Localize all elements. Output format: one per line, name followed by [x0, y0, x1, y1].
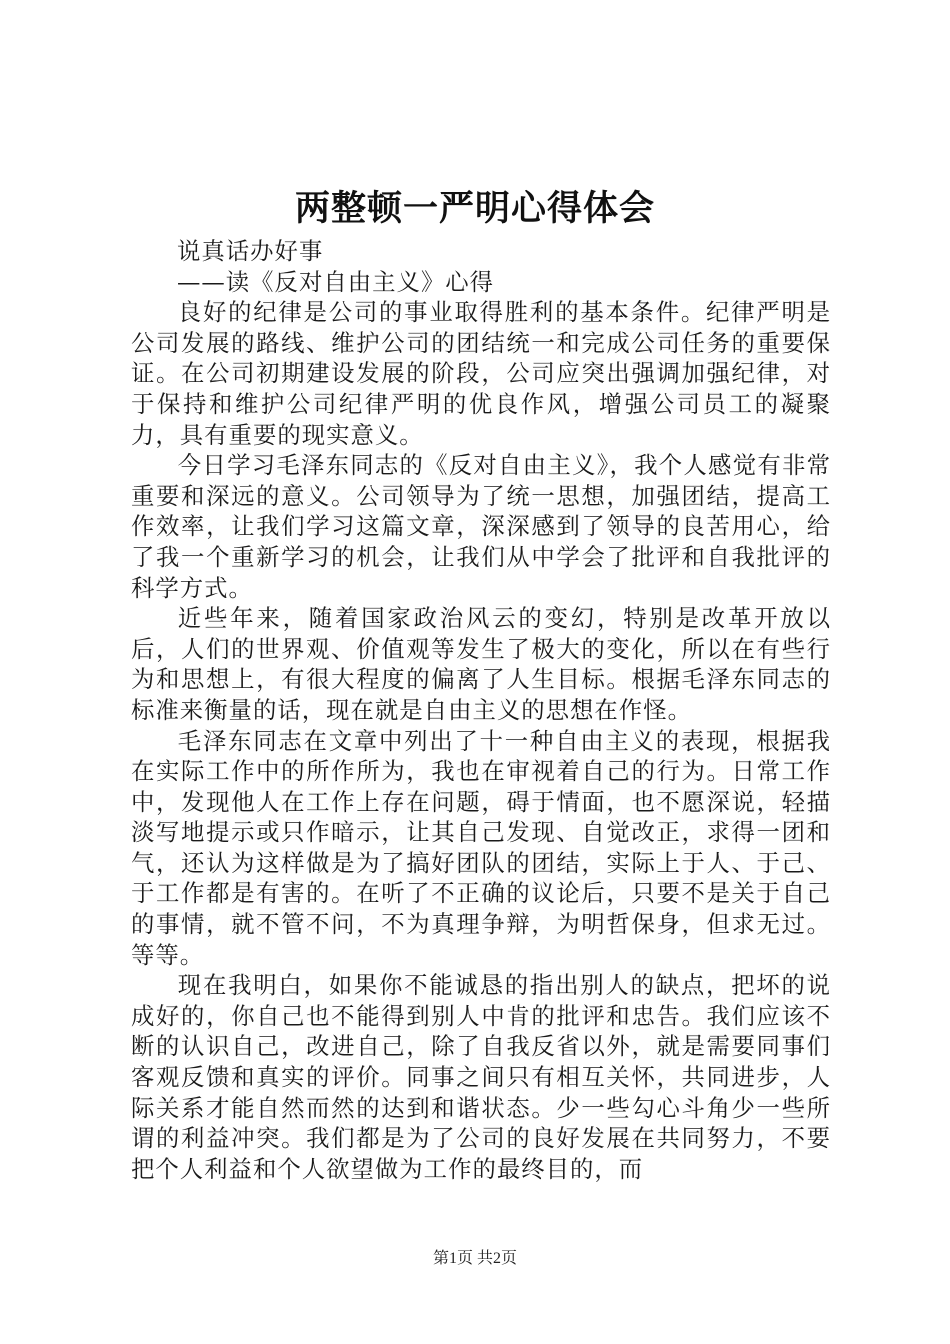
article-subheading: ——读《反对自由主义》心得 [177, 267, 495, 296]
paragraph: 现在我明白，如果你不能诚恳的指出别人的缺点，把坏的说成好的，你自己也不能得到别人中肯的批评和忠告。我们应该不断的认识自己，改进自己，除了自我反省以外，就是需要同事们客观反馈和真实的评价。同事之间只有相互关怀，共同进步，人际关系才能自然而然的达到和谐状态。少一些勾心斗角少一些所谓的利益冲突。我们都是为了公司的良好发展在共同努力，不要把个人利益和个人欲望做为工作的最终目的，而 [131, 971, 831, 1183]
paragraph: 毛泽东同志在文章中列出了十一种自由主义的表现，根据我在实际工作中的所作所为，我也在审视着自己的行为。日常工作中，发现他人在工作上存在问题，碍于情面，也不愿深说，轻描淡写地提示或只作暗示，让其自己发现、自觉改正，求得一团和气，还认为这样做是为了搞好团队的团结，实际上于人、于己、于工作都是有害的。在听了不正确的议论后，只要不是关于自己的事情，就不管不问，不为真理争辩，为明哲保身，但求无过。等等。 [131, 726, 831, 969]
paragraph: 近些年来，随着国家政治风云的变幻，特别是改革开放以后，人们的世界观、价值观等发生了极大的变化，所以在有些行为和思想上，有很大程度的偏离了人生目标。根据毛泽东同志的标准来衡量的话，现在就是自由主义的思想在作怪。 [131, 604, 831, 724]
article-heading: 说真话办好事 [177, 237, 324, 265]
paragraph: 今日学习毛泽东同志的《反对自由主义》，我个人感觉有非常重要和深远的意义。公司领导为了统一思想，加强团结，提高工作效率，让我们学习这篇文章，深深感到了领导的良苦用心，给了我一个重新学习的机会，让我们从中学会了批评和自我批评的科学方式。 [131, 451, 831, 602]
document-title: 两整顿一严明心得体会 [294, 188, 655, 229]
document-body [131, 236, 831, 1184]
paragraph: 良好的纪律是公司的事业取得胜利的基本条件。纪律严明是公司发展的路线、维护公司的团结统一和完成公司任务的重要保证。在公司初期建设发展的阶段，公司应突出强调加强纪律，对于保持和维护公司纪律严明的优良作风，增强公司员工的凝聚力，具有重要的现实意义。 [131, 298, 831, 449]
page-number: 第1页 共2页 [432, 1250, 517, 1267]
